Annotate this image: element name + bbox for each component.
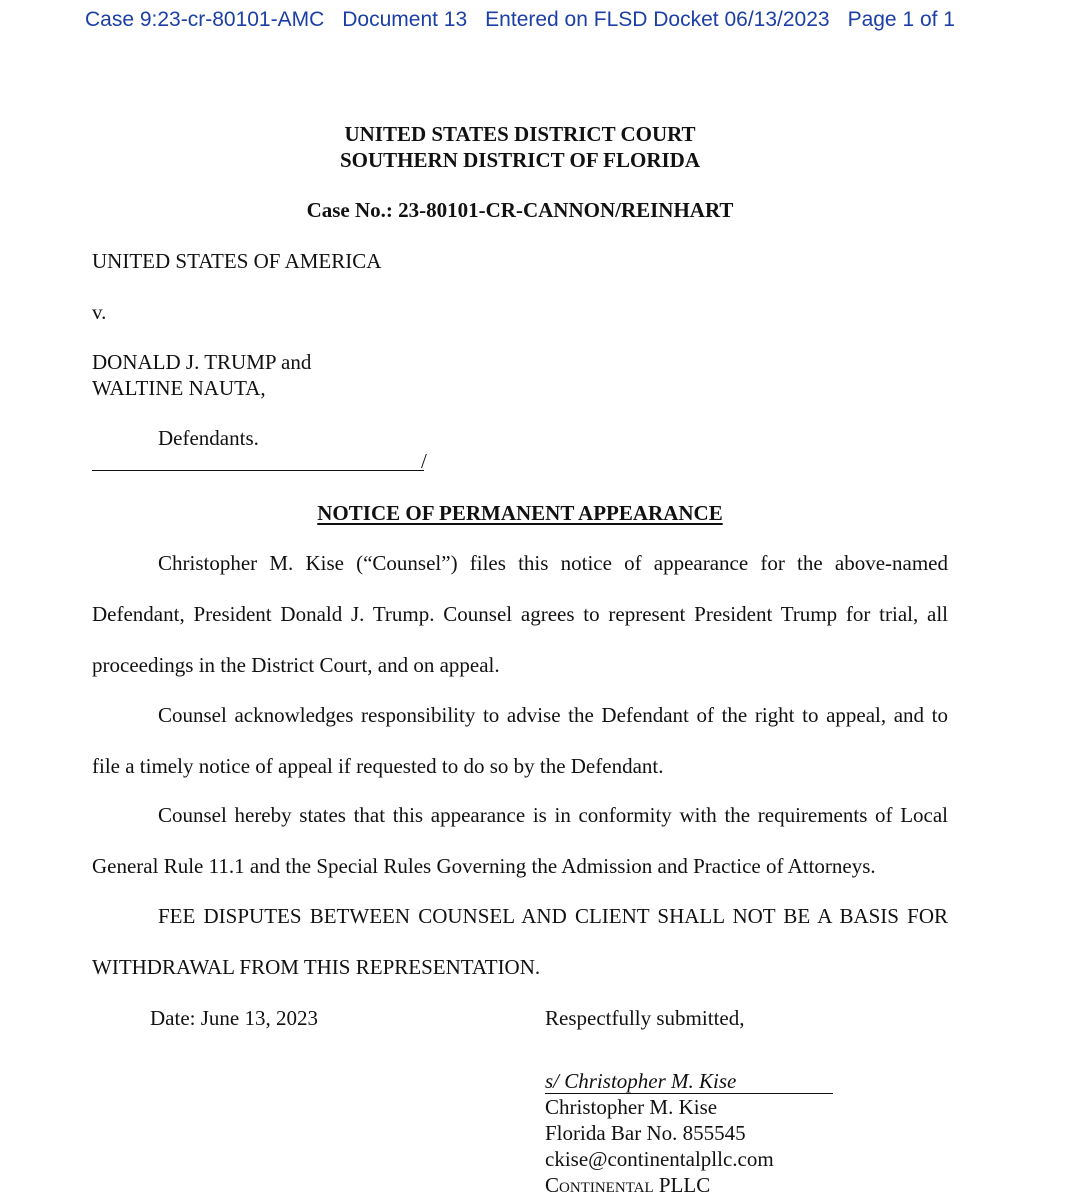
header-document: Document 13 (342, 8, 468, 31)
caption-rule-line (92, 470, 424, 471)
docket-header (0, 8, 1040, 32)
caption-plaintiff: UNITED STATES OF AMERICA (92, 249, 382, 273)
signature-email: ckise@continentalpllc.com (545, 1147, 774, 1171)
header-case: Case 9:23-cr-80101-AMC (85, 8, 325, 31)
caption-slash: / (421, 449, 427, 473)
signature-firm: Continental PLLC (545, 1173, 711, 1197)
caption-defendant-1: DONALD J. TRUMP and (92, 350, 312, 374)
signature-name: Christopher M. Kise (545, 1095, 718, 1119)
court-district: SOUTHERN DISTRICT OF FLORIDA (340, 148, 700, 172)
caption-defendant-2: WALTINE NAUTA, (92, 376, 266, 400)
caption-versus: v. (92, 300, 107, 324)
paragraph-3-text: Counsel hereby states that this appearance is in conformity with the requirements of Local General Rule 11.1 and the Special Rules Governing the Admission and Practice of Attorneys. (92, 803, 948, 878)
paragraph-1 (92, 538, 948, 691)
paragraph-4 (92, 891, 948, 993)
paragraph-1-text: Christopher M. Kise (“Counsel”) files this notice of appearance for the above-named Defendant, President Donald J. Trump. Counsel agrees to represent President Trump for trial, all proceedings in the District Court, and on appeal. (92, 551, 948, 677)
caption-defendants-label: Defendants. (158, 426, 259, 450)
paragraph-2 (92, 690, 948, 792)
document-title (0, 500, 1040, 526)
closing-line: Respectfully submitted, (545, 1006, 745, 1030)
case-number: Case No.: 23-80101-CR-CANNON/REINHART (306, 198, 734, 222)
date-line: Date: June 13, 2023 (150, 1006, 318, 1030)
document-title-text: NOTICE OF PERMANENT APPEARANCE (317, 501, 723, 525)
header-entered: Entered on FLSD Docket 06/13/2023 (485, 8, 830, 31)
signature-s-line: s/ Christopher M. Kise (545, 1069, 833, 1094)
header-page: Page 1 of 1 (847, 8, 955, 31)
signature-block (545, 1068, 833, 1198)
paragraph-2-text: Counsel acknowledges responsibility to advise the Defendant of the right to appeal, and to file a timely notice of appeal if requested to do so by the Defendant. (92, 703, 948, 778)
court-name: UNITED STATES DISTRICT COURT (344, 122, 696, 146)
paragraph-4-text: FEE DISPUTES BETWEEN COUNSEL AND CLIENT SHALL NOT BE A BASIS FOR WITHDRAWAL FROM THIS REPRESENTATION. (92, 904, 948, 979)
paragraph-3 (92, 790, 948, 892)
signature-bar-number: Florida Bar No. 855545 (545, 1121, 746, 1145)
